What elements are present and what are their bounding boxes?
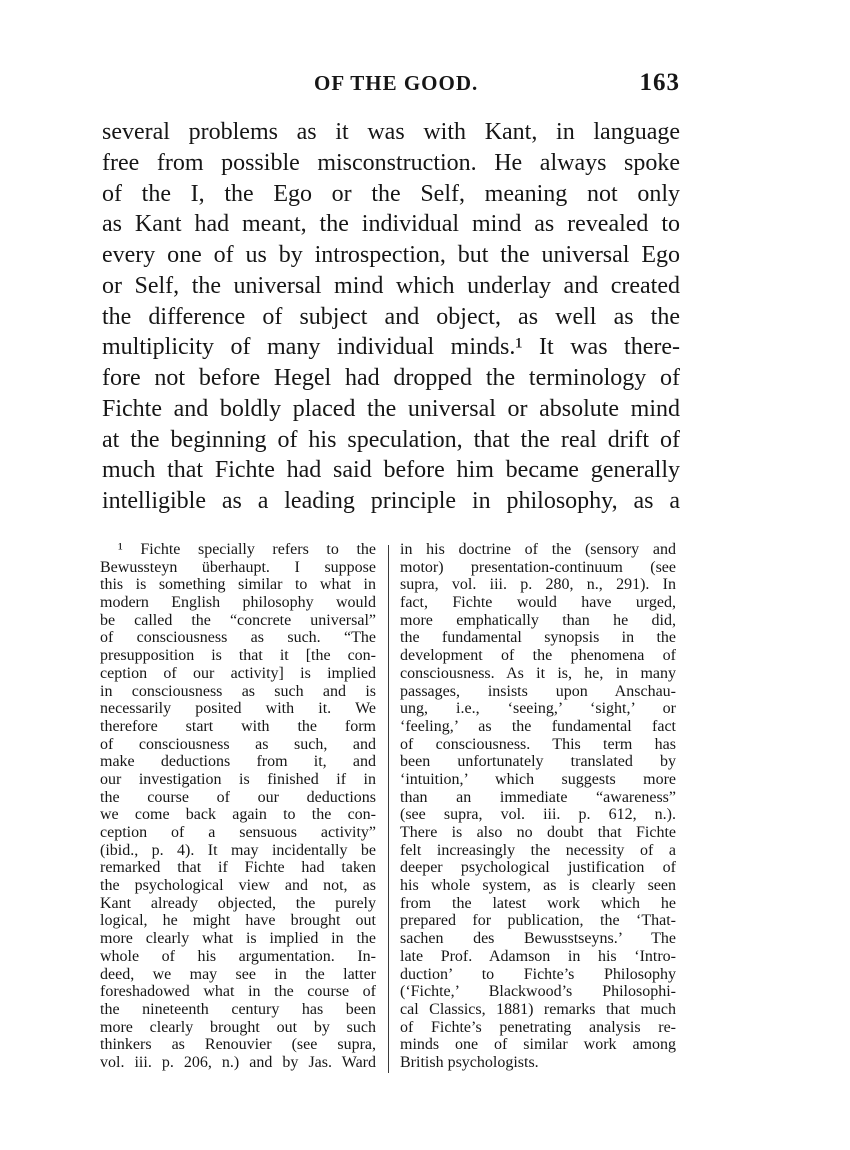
- footnote-line: of consciousness. This term has: [400, 735, 676, 753]
- footnote-line: deeper psychological justification of: [400, 859, 676, 877]
- footnote-line: we come back again to the con-: [100, 806, 376, 824]
- text-line: several problems as it was with Kant, in language: [102, 119, 680, 145]
- footnote-line: ‘intuition,’ which suggests more: [400, 770, 676, 788]
- footnote-line: motor) presentation-continuum (see: [400, 558, 676, 576]
- footnote-line: necessarily posited with it. We: [100, 700, 376, 718]
- footnote-line: prepared for publication, the ‘That-: [400, 912, 676, 930]
- footnote-line: the nineteenth century has been: [100, 1000, 376, 1018]
- footnote-line: cal Classics, 1881) remarks that much: [400, 1000, 676, 1018]
- footnote-line: the course of our deductions: [100, 788, 376, 806]
- main-text: [102, 117, 680, 517]
- footnote-line: logical, he might have brought out: [100, 912, 376, 930]
- footnote-line: (‘Fichte,’ Blackwood’s Philosophi-: [400, 983, 676, 1001]
- footnote-line: whole of his argumentation. In-: [100, 947, 376, 965]
- footnote-line: than an immediate “awareness”: [400, 788, 676, 806]
- footnote-line: in consciousness as such and is: [100, 682, 376, 700]
- footnote-line: the fundamental synopsis in the: [400, 629, 676, 647]
- footnote-line: in his doctrine of the (sensory and: [400, 541, 676, 558]
- text-line: at the beginning of his speculation, that the real drift of: [102, 426, 680, 453]
- footnote-line: Bewussteyn überhaupt. I suppose: [100, 558, 376, 576]
- footnote-line: sachen des Bewusstseyns.’ The: [400, 930, 676, 948]
- footnote-left-column: [100, 541, 376, 1072]
- footnote-line: make deductions from it, and: [100, 753, 376, 771]
- footnote-line: remarked that if Fichte had taken: [100, 859, 376, 877]
- footnote-line: British psychologists.: [400, 1053, 539, 1071]
- footnote-line: deed, we may see in the latter: [100, 965, 376, 983]
- footnote-line: ‘feeling,’ as the fundamental fact: [400, 717, 676, 735]
- footnote-line: presupposition is that it [the con-: [100, 647, 376, 665]
- column-divider: [388, 545, 389, 1073]
- footnote-line: more clearly what is implied in the: [100, 930, 376, 948]
- footnote-line: of consciousness as such, and: [100, 735, 376, 753]
- footnote-line: been unfortunately translated by: [400, 753, 676, 771]
- text-line: of the I, the Ego or the Self, meaning not only: [102, 180, 680, 207]
- footnote-line: Kant already objected, the purely: [100, 894, 376, 912]
- footnote-line: be called the “concrete universal”: [100, 611, 376, 629]
- footnote-line: (see supra, vol. iii. p. 612, n.).: [400, 806, 676, 824]
- footnote-line: ¹ Fichte specially refers to the: [118, 541, 376, 558]
- footnote-line: from the latest work which he: [400, 894, 676, 912]
- text-line: the difference of subject and object, as well as the: [102, 303, 680, 330]
- text-line: every one of us by introspection, but the universal Ego: [102, 242, 680, 268]
- footnote-line: development of the phenomena of: [400, 647, 676, 665]
- footnote-line: his whole system, as is clearly seen: [400, 877, 676, 895]
- running-title: OF THE GOOD.: [314, 71, 479, 95]
- footnote-line: ung, i.e., ‘seeing,’ ‘sight,’ or: [400, 700, 676, 718]
- footnote-line: passages, insists upon Anschau-: [400, 682, 676, 700]
- footnote-line: (ibid., p. 4). It may incidentally be: [100, 841, 376, 859]
- footnote-line: therefore start with the form: [100, 717, 376, 735]
- footnote-line: foreshadowed what in the course of: [100, 983, 376, 1001]
- footnote-line: late Prof. Adamson in his ‘Intro-: [400, 947, 676, 965]
- text-line: free from possible misconstruction. He always spoke: [102, 149, 680, 176]
- footnote-block: [100, 541, 680, 1081]
- footnote-right-column: [400, 541, 676, 1072]
- footnote-line: There is also no doubt that Fichte: [400, 824, 676, 841]
- text-line: fore not before Hegel had dropped the terminology of: [102, 365, 680, 391]
- footnote-line: ception of our activity] is implied: [100, 664, 376, 682]
- footnote-line: supra, vol. iii. p. 280, n., 291). In: [400, 576, 676, 594]
- footnote-line: the psychological view and not, as: [100, 877, 376, 895]
- text-line: as Kant had meant, the individual mind as revealed to: [102, 211, 680, 238]
- text-line: Fichte and boldly placed the universal or absolute mind: [102, 395, 680, 422]
- text-line: intelligible as a leading principle in philosophy, as a: [102, 488, 680, 514]
- text-line: or Self, the universal mind which underlay and created: [102, 272, 680, 299]
- footnote-line: our investigation is finished if in: [100, 770, 376, 788]
- footnote-line: fact, Fichte would have urged,: [400, 594, 676, 612]
- footnote-line: ception of a sensuous activity”: [100, 824, 376, 841]
- footnote-line: of Fichte’s penetrating analysis re-: [400, 1018, 676, 1036]
- footnote-line: duction’ to Fichte’s Philosophy: [400, 965, 676, 983]
- text-line: multiplicity of many individual minds.¹ It was there-: [102, 334, 680, 361]
- footnote-line: consciousness. As it is, he, in many: [400, 664, 676, 682]
- footnote-line: felt increasingly the necessity of a: [400, 841, 676, 859]
- footnote-line: more emphatically than he did,: [400, 611, 676, 629]
- page-number: 163: [639, 69, 680, 96]
- footnote-line: vol. iii. p. 206, n.) and by Jas. Ward: [100, 1053, 376, 1071]
- footnote-line: more clearly brought out by such: [100, 1018, 376, 1036]
- text-line: much that Fichte had said before him became generally: [102, 457, 680, 484]
- footnote-line: minds one of similar work among: [400, 1036, 676, 1054]
- footnote-line: of consciousness as such. “The: [100, 629, 376, 647]
- running-header: [100, 63, 680, 97]
- footnote-line: this is something similar to what in: [100, 576, 376, 594]
- footnote-line: thinkers as Renouvier (see supra,: [100, 1036, 376, 1054]
- footnote-line: modern English philosophy would: [100, 594, 376, 612]
